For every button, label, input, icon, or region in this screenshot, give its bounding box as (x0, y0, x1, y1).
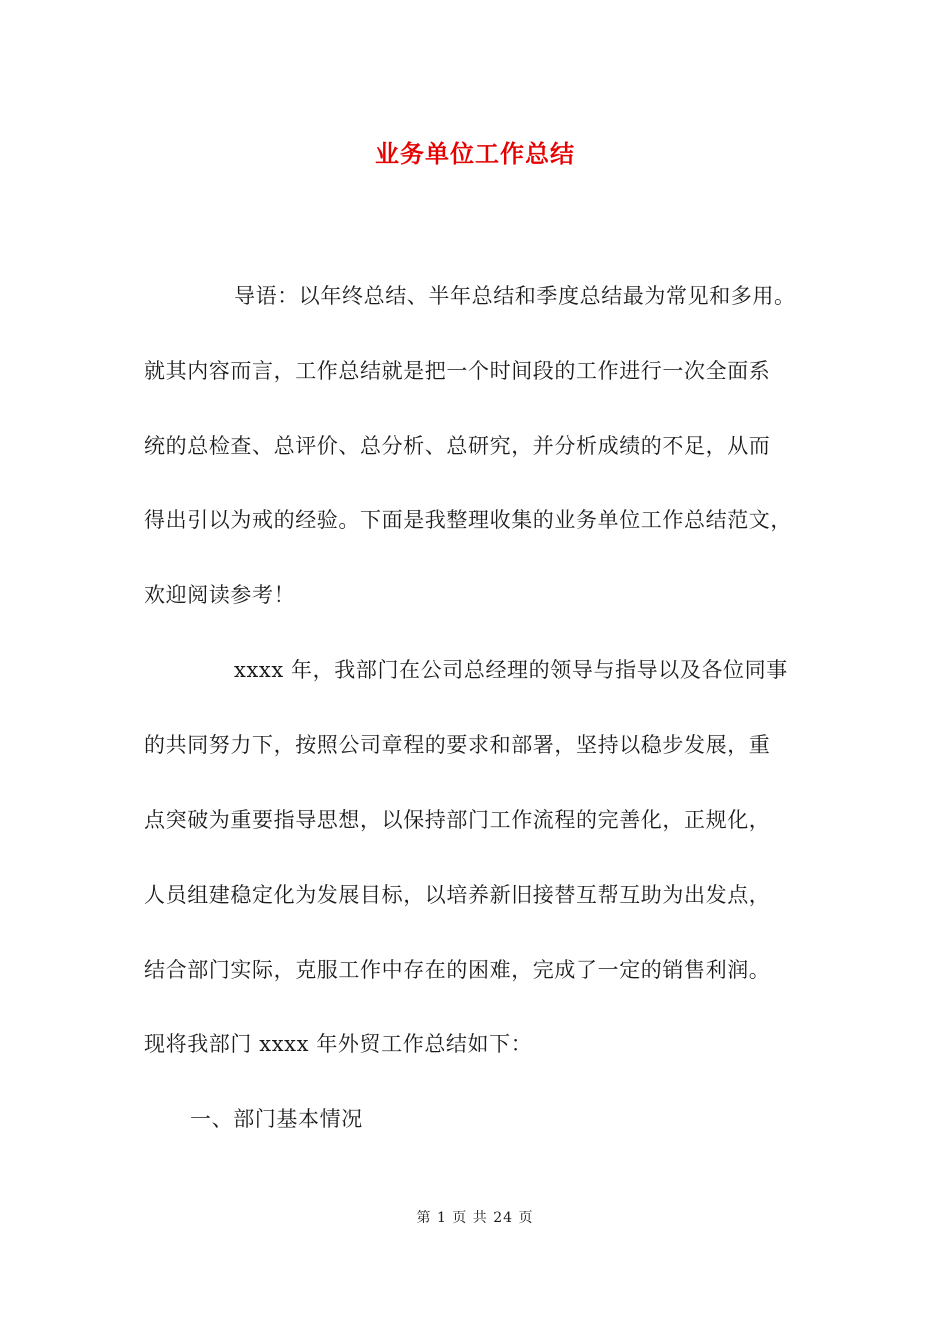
paragraph-line: 得出引以为戒的经验。下面是我整理收集的业务单位工作总结范文， (144, 508, 792, 532)
paragraph-line: 的共同努力下，按照公司章程的要求和部署，坚持以稳步发展，重 (144, 733, 771, 757)
paragraph-line: 现将我部门 xxxx 年外贸工作总结如下： (144, 1032, 533, 1056)
paragraph-line: 导语：以年终总结、半年总结和季度总结最为常见和多用。 (234, 284, 796, 308)
page-footer: 第 1 页 共 24 页 (416, 1210, 534, 1226)
paragraph-line: 人员组建稳定化为发展目标，以培养新旧接替互帮互助为出发点， (144, 883, 771, 907)
paragraph-line: 就其内容而言，工作总结就是把一个时间段的工作进行一次全面系 (144, 359, 771, 383)
paragraph-line: 结合部门实际，克服工作中存在的困难，完成了一定的销售利润。 (144, 958, 771, 982)
paragraph-line: 统的总检查、总评价、总分析、总研究，并分析成绩的不足，从而 (144, 434, 771, 458)
paragraph-line: 点突破为重要指导思想，以保持部门工作流程的完善化，正规化， (144, 808, 771, 832)
paragraph-line: xxxx 年，我部门在公司总经理的领导与指导以及各位同事 (234, 658, 788, 682)
paragraph-line: 欢迎阅读参考！ (144, 583, 296, 607)
document-title: 业务单位工作总结 (375, 139, 575, 168)
section-heading: 一、部门基本情况 (190, 1107, 363, 1131)
